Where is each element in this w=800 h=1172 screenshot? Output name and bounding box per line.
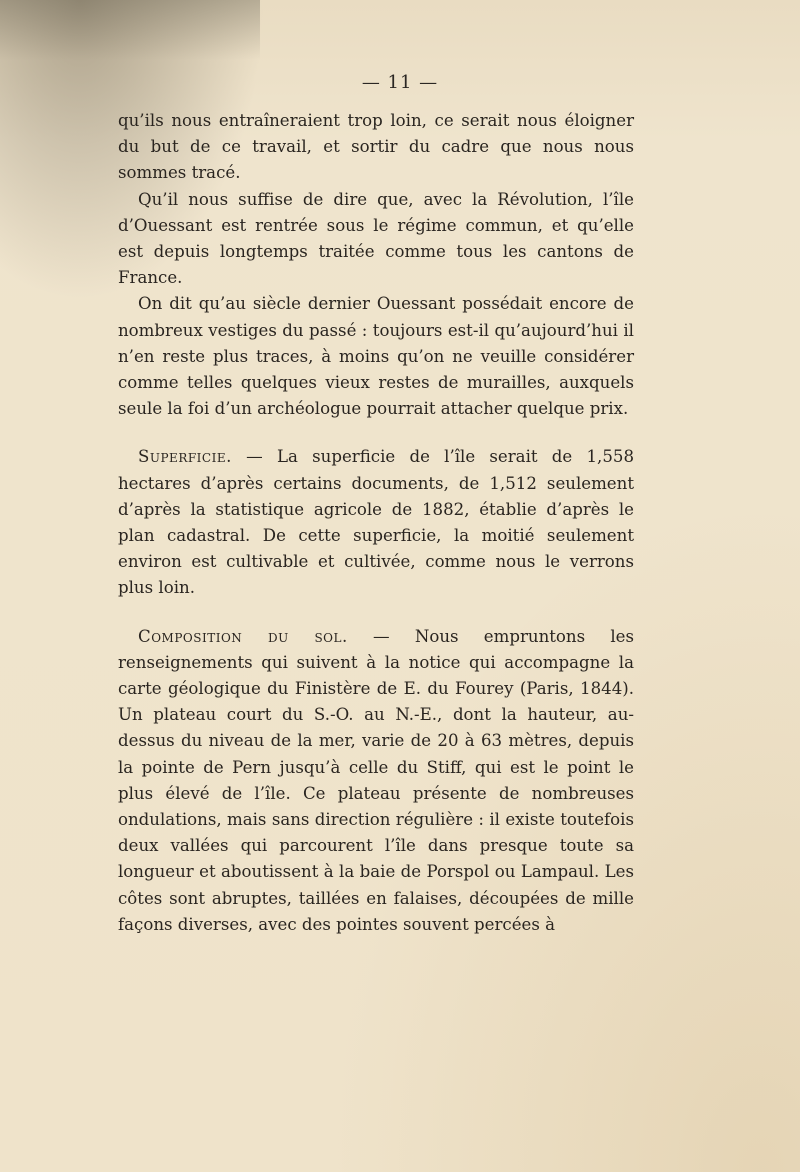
paragraph-superficie	[118, 444, 634, 601]
paragraph-continuation: qu’ils nous entraîneraient trop loin, ce serait nous éloigner du but de ce travail, et sortir du cadre que nous nous sommes tracé.	[118, 111, 634, 183]
paragraph-revolution: Qu’il nous suffise de dire que, avec la Révolution, l’île d’Ouessant est rentrée sous le régime commun, et qu’elle est depuis longtemps traitée comme tous les cantons de France.	[118, 189, 634, 288]
body-text	[118, 108, 634, 938]
section-heading-superficie: Superficie.	[138, 447, 232, 467]
section-heading-composition: Composition du sol.	[138, 626, 348, 646]
page-number: — 11 —	[361, 72, 439, 93]
composition-text: — Nous empruntons les renseignements qui suivent à la notice qui accompagne la carte géologique du Finistère de E. du Fourey (Paris, 1844). Un plateau court du S.-O. au N.-E., dont la hauteur, au-dessus du niveau de la mer, varie de 20 à 63 mètres, depuis la pointe de Pern jusqu’à celle du Stiff, qui est le point le plus élevé de l’île. Ce plateau présente de nombreuses ondulations, mais sans direction régulière : il existe toutefois deux vallées qui parcourent l’île dans presque toute sa longueur et aboutissent à la baie de Porspol ou Lampaul. Les côtes sont abruptes, taillées en falaises, découpées de mille façons diverses, avec des pointes souvent percées à	[118, 626, 634, 934]
superficie-text: — La superficie de l’île serait de 1,558 hectares d’après certains documents, de 1,512 seulement d’après la statistique agricole de 1882, établie d’après le plan cadastral. De cette superficie, la moitié seulement environ est cultivable et cultivée, comme nous le verrons plus loin.	[118, 447, 634, 598]
paragraph-vestiges: On dit qu’au siècle dernier Ouessant possédait encore de nombreux vestiges du passé : toujours est-il qu’aujourd’hui il n’en reste plus traces, à moins qu’on ne veuille considérer comme telles quelques vieux restes de murailles, auxquels seule la foi d’un archéologue pourrait attacher quelque prix.	[118, 294, 634, 419]
scan-shadow	[0, 0, 260, 60]
paragraph-composition	[118, 624, 634, 938]
